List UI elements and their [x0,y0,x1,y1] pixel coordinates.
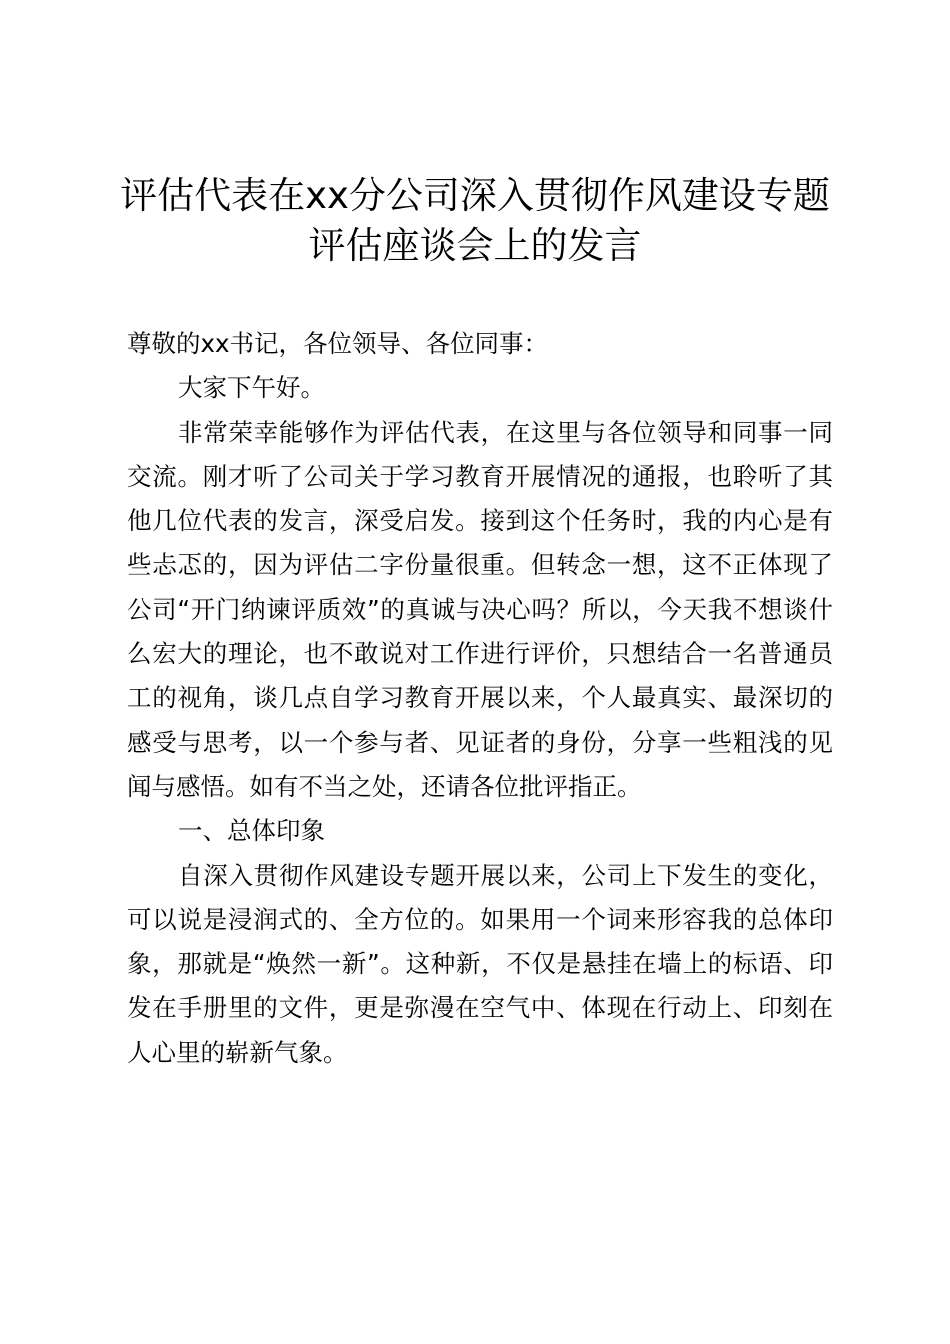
intro-paragraph: 非常荣幸能够作为评估代表，在这里与各位领导和同事一同交流。刚才听了公司关于学习教育开展情况的通报，也聆听了其他几位代表的发言，深受启发。接到这个任务时，我的内心是有些忐忑的，因为评估二字份量很重。但转念一想，这不正体现了公司“开门纳谏评质效”的真诚与决心吗？所以，今天我不想谈什么宏大的理论，也不敢说对工作进行评价，只想结合一名普通员工的视角，谈几点自学习教育开展以来，个人最真实、最深切的感受与思考，以一个参与者、见证者的身份，分享一些粗浅的见闻与感悟。如有不当之处，还请各位批评指正。 [127,417,833,801]
document-body [127,322,833,1075]
greeting: 大家下午好。 [178,373,325,403]
section-heading-overall-impression: 一、总体印象 [178,816,325,846]
document-title-line-2: 评估座谈会上的发言 [308,224,642,267]
document-title-line-1: 评估代表在xx分公司深入贯彻作风建设专题 [120,174,830,217]
salutation: 尊敬的xx书记，各位领导、各位同事： [127,329,548,358]
section-1-paragraph: 自深入贯彻作风建设专题开展以来，公司上下发生的变化，可以说是浸润式的、全方位的。如果用一个词来形容我的总体印象，那就是“焕然一新”。这种新，不仅是悬挂在墙上的标语、印发在手册里的文件，更是弥漫在空气中、体现在行动上、印刻在人心里的崭新气象。 [127,860,833,1067]
